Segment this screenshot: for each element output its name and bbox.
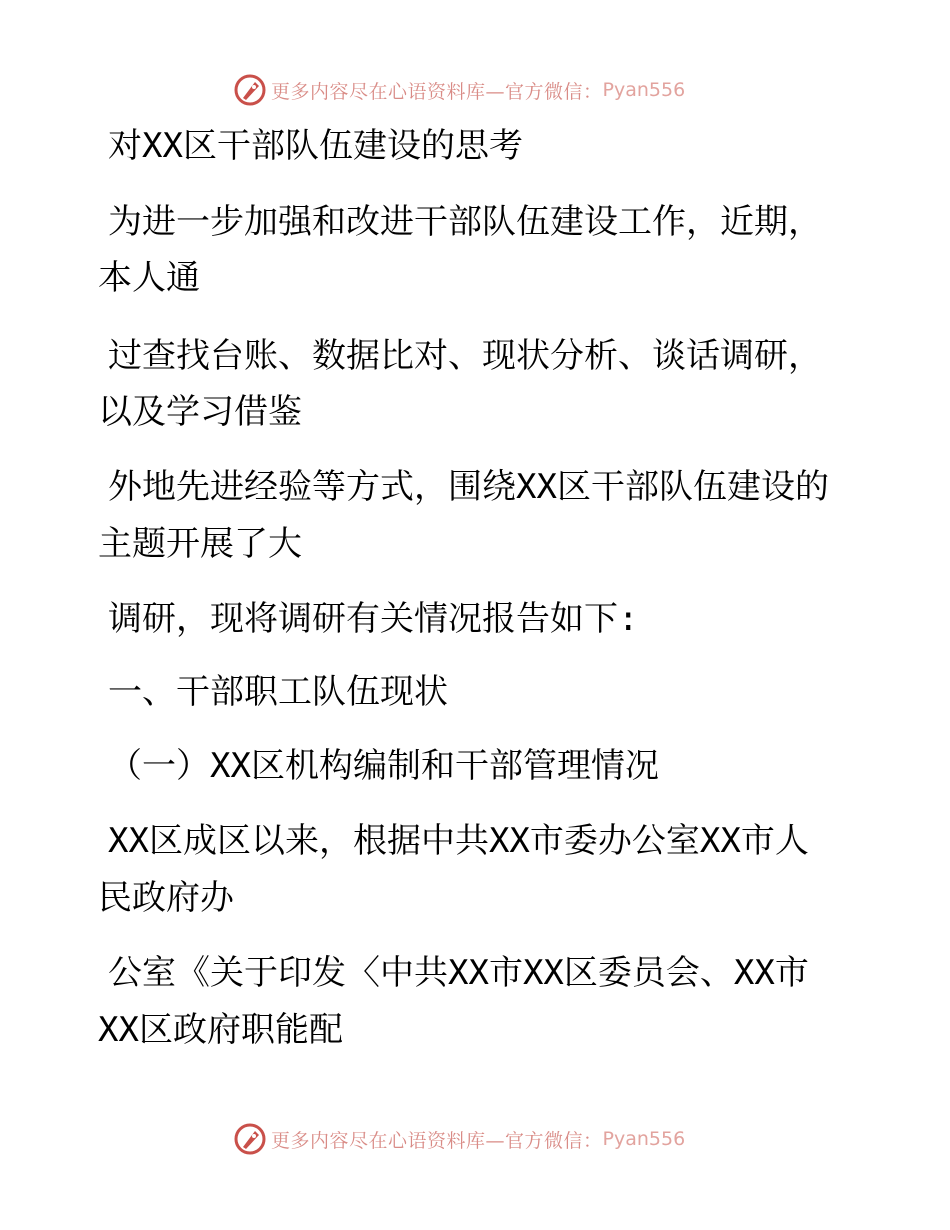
footer-watermark <box>233 1121 685 1157</box>
watermark-account: Pyan556 <box>602 79 686 101</box>
paragraph-line: 以及学习借鉴 <box>98 392 302 432</box>
paragraph-line: 民政府办 <box>98 878 234 918</box>
paragraph-line: 公室《关于印发〈中共XX市XX区委员会、XX市 <box>108 953 809 993</box>
paragraph-line: 过查找台账、数据比对、现状分析、谈话调研， <box>108 336 822 376</box>
pen-nib-logo-icon <box>233 73 267 107</box>
header-watermark <box>233 72 685 108</box>
pen-nib-logo-icon <box>233 1122 267 1156</box>
watermark-text: 更多内容尽在心语资料库—官方微信： <box>271 80 603 103</box>
document-title: 对XX区干部队伍建设的思考 <box>108 126 523 166</box>
paragraph-line: XX区成区以来，根据中共XX市委办公室XX市人 <box>108 821 809 861</box>
paragraph-line: 主题开展了大 <box>98 524 302 564</box>
paragraph-line: 调研，现将调研有关情况报告如下: <box>108 599 639 639</box>
paragraph-line: XX区政府职能配 <box>98 1010 343 1050</box>
section-heading: 一、干部职工队伍现状 <box>108 672 448 712</box>
watermark-account: Pyan556 <box>602 1128 686 1150</box>
paragraph-line: 为进一步加强和改进干部队伍建设工作，近期， <box>108 202 822 242</box>
paragraph-line: 本人通 <box>98 258 200 298</box>
paragraph-line: 外地先进经验等方式，围绕XX区干部队伍建设的 <box>108 467 829 507</box>
watermark-text: 更多内容尽在心语资料库—官方微信： <box>271 1129 603 1152</box>
subsection-heading: （一）XX区机构编制和干部管理情况 <box>108 746 659 786</box>
